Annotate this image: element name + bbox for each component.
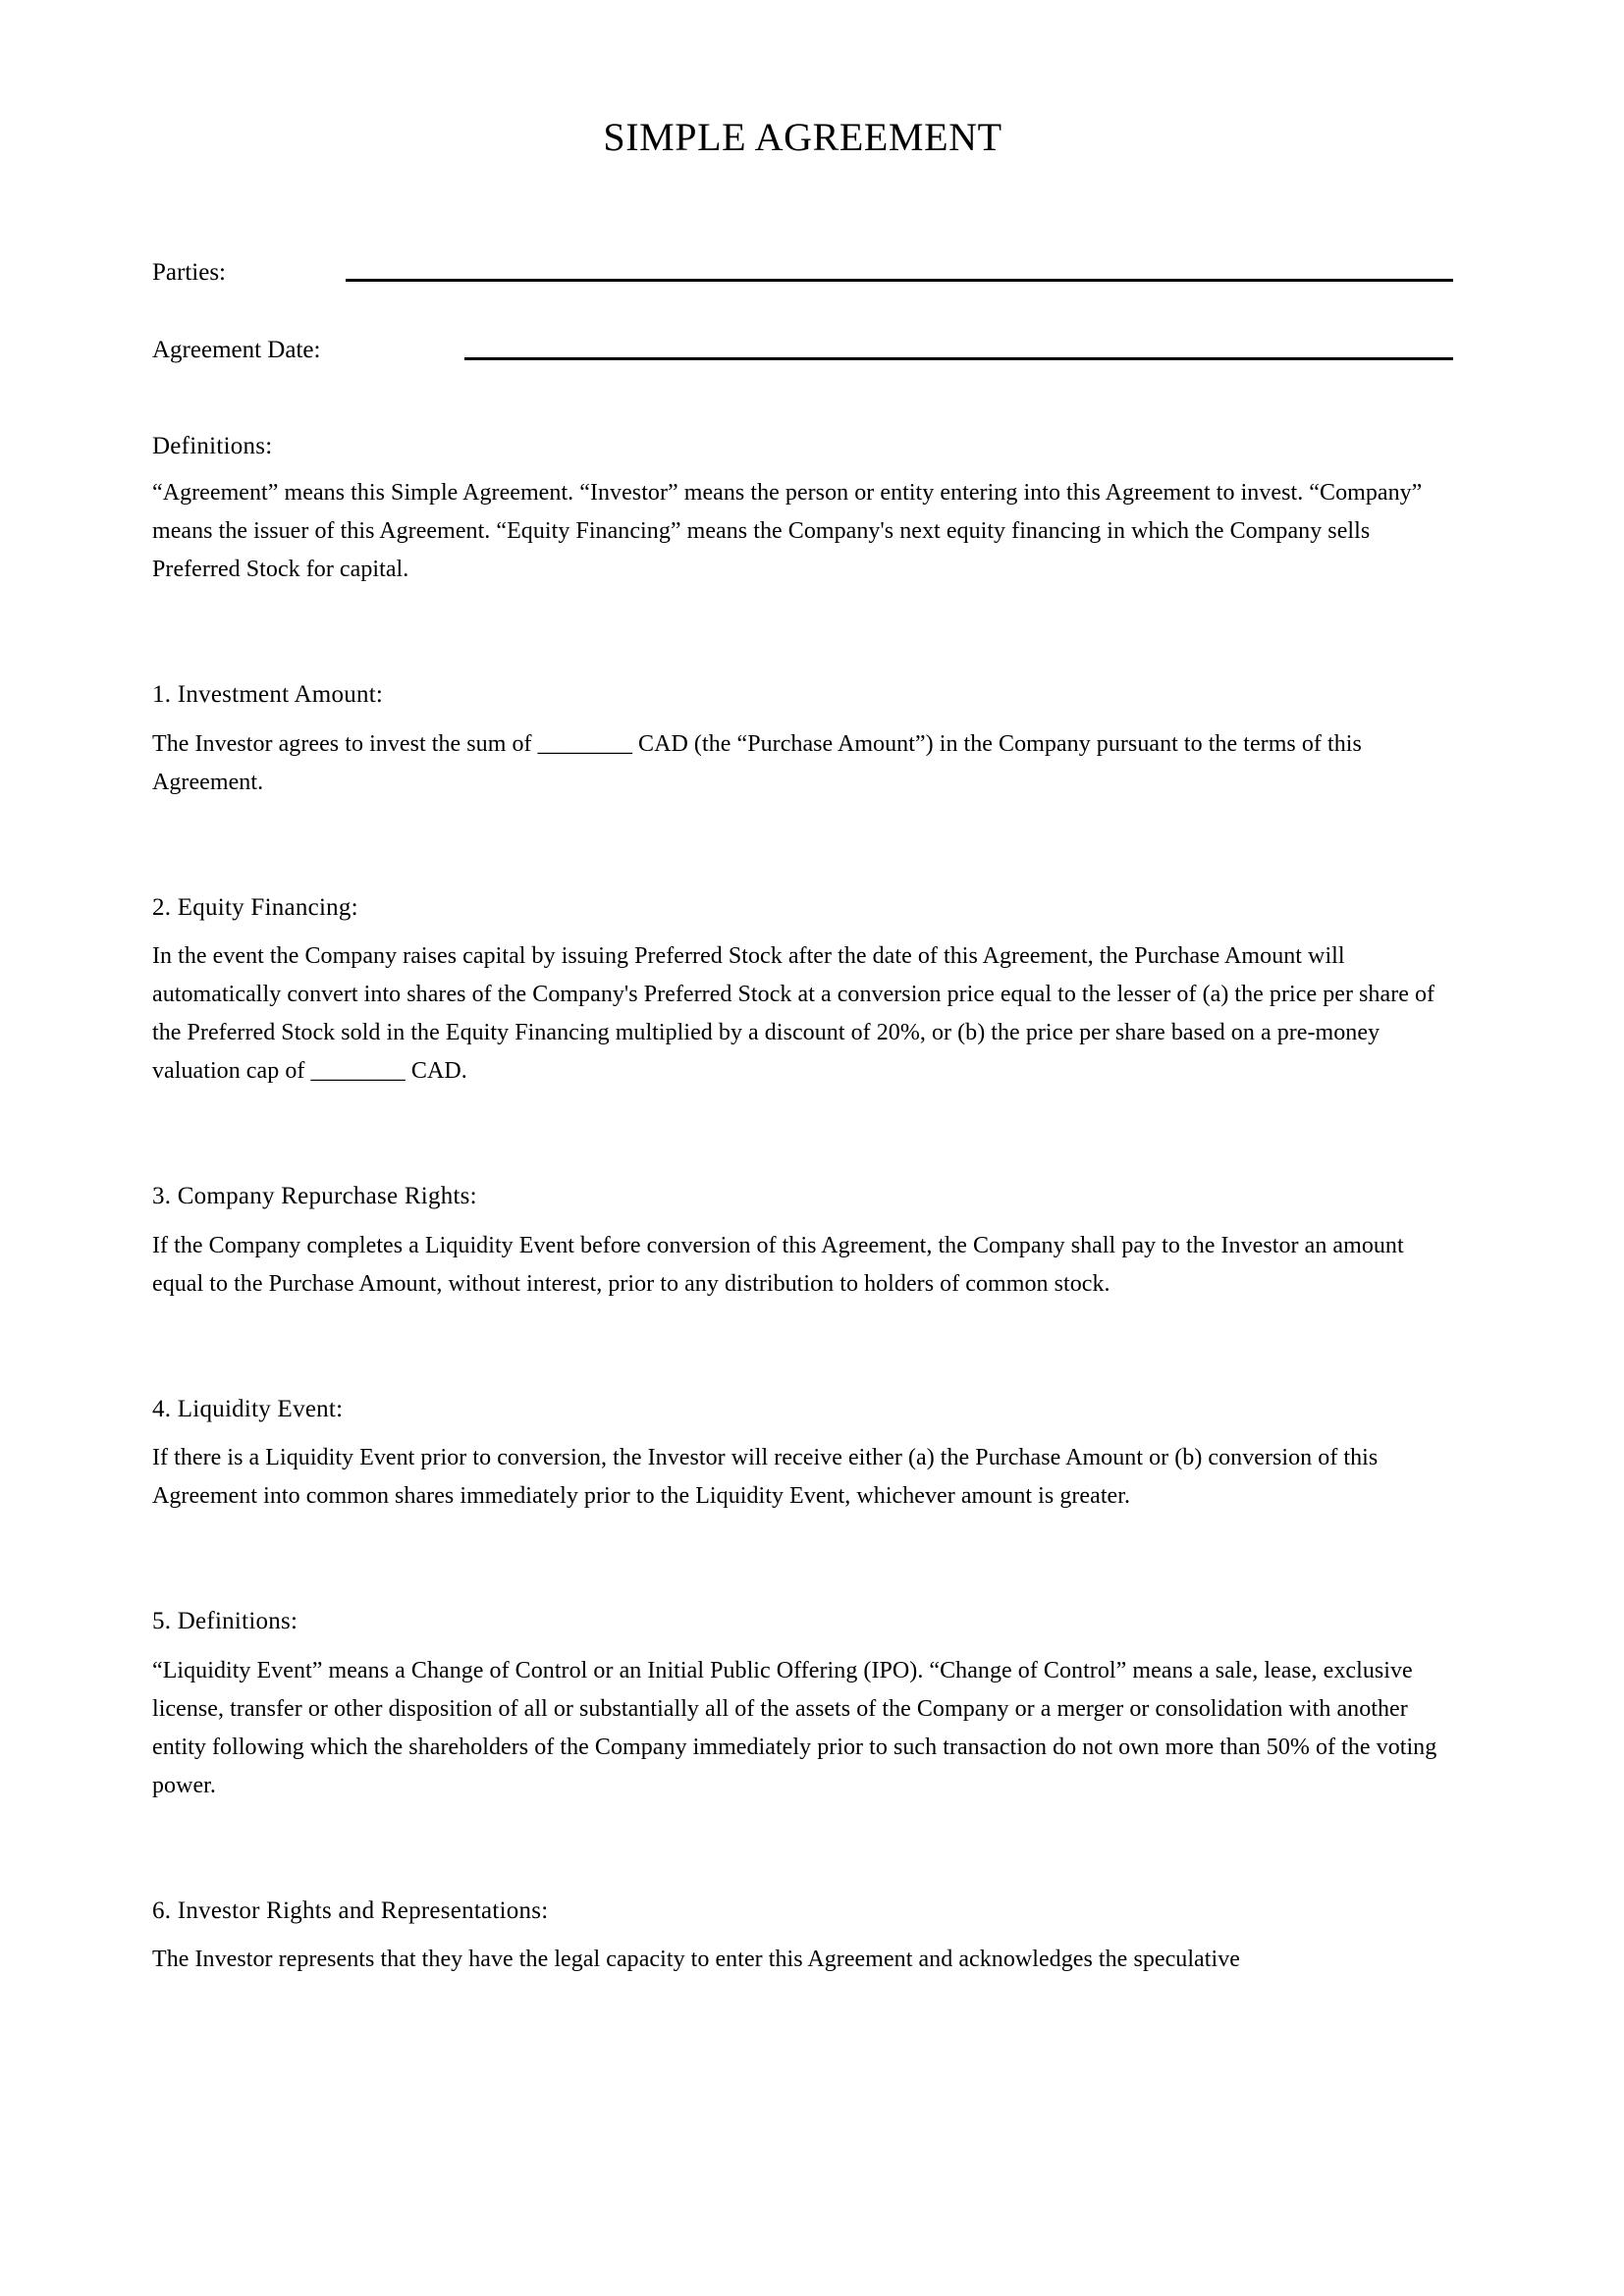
section-6-heading: 6. Investor Rights and Representations: [152,1896,549,1924]
section-1-body: The Investor agrees to invest the sum of ________ CAD (the “Purchase Amount”) in the Company pursuant to the terms of this Agreement. [152,730,1362,795]
section-investment-amount [152,679,1453,802]
parties-field-row [152,257,1453,288]
parties-label: Parties: [152,259,226,286]
section-equity-financing [152,892,1453,1092]
section-3-heading: 3. Company Repurchase Rights: [152,1183,477,1209]
section-liquidity-event [152,1394,1453,1517]
document-content [152,0,1453,1979]
section-2-body: In the event the Company raises capital by issuing Preferred Stock after the date of this Agreement, the Purchase Amount will automatically convert into shares of the Company's Preferred Stock at a conversion price equal to the lesser of (a) the price per share of the Preferred Stock sold in the Equity Financing multiplied by a discount of 20%, or (b) the price per share based on a pre-money valuation cap of ________ CAD. [152,943,1435,1084]
section-4-body: If there is a Liquidity Event prior to conversion, the Investor will receive either (a) the Purchase Amount or (b) conversion of this Agreement into common shares immediately prior to the Liquidity Event, whichever amount is greater. [152,1445,1379,1509]
definitions-intro-block [152,431,1453,590]
section-4-heading: 4. Liquidity Event: [152,1395,344,1422]
section-investor-rights-and-representations [152,1896,1453,1980]
agreement-date-input-line[interactable] [464,357,1453,360]
page-title: SIMPLE AGREEMENT [603,115,1002,159]
section-1-heading: 1. Investment Amount: [152,681,384,708]
definitions-intro-heading: Definitions: [152,432,273,459]
agreement-date-field-row [152,335,1453,365]
section-5-body: “Liquidity Event” means a Change of Control or an Initial Public Offering (IPO). “Change of Control” means a sale, lease, exclusive license, transfer or other disposition of all or substantially all of the assets of the Company or a merger or consolidation with another entity following which the shareholders of the Company immediately prior to such transaction do not own more than 50% of the voting power. [152,1657,1437,1798]
section-company-repurchase-rights [152,1181,1453,1304]
definitions-intro-body: “Agreement” means this Simple Agreement. “Investor” means the person or entity entering into this Agreement to invest. “Company” means the issuer of this Agreement. “Equity Financing” means the Company's next equity financing in which the Company sells Preferred Stock for capital. [152,480,1423,582]
parties-input-line[interactable] [346,279,1453,282]
section-2-heading: 2. Equity Financing: [152,893,358,921]
section-6-body: The Investor represents that they have the legal capacity to enter this Agreement and acknowledges the speculative [152,1947,1240,1972]
section-definitions [152,1606,1453,1805]
agreement-date-label: Agreement Date: [152,337,321,364]
section-5-heading: 5. Definitions: [152,1608,298,1634]
section-3-body: If the Company completes a Liquidity Event before conversion of this Agreement, the Company shall pay to the Investor an amount equal to the Purchase Amount, without interest, prior to any distribution to holders of common stock. [152,1232,1404,1297]
